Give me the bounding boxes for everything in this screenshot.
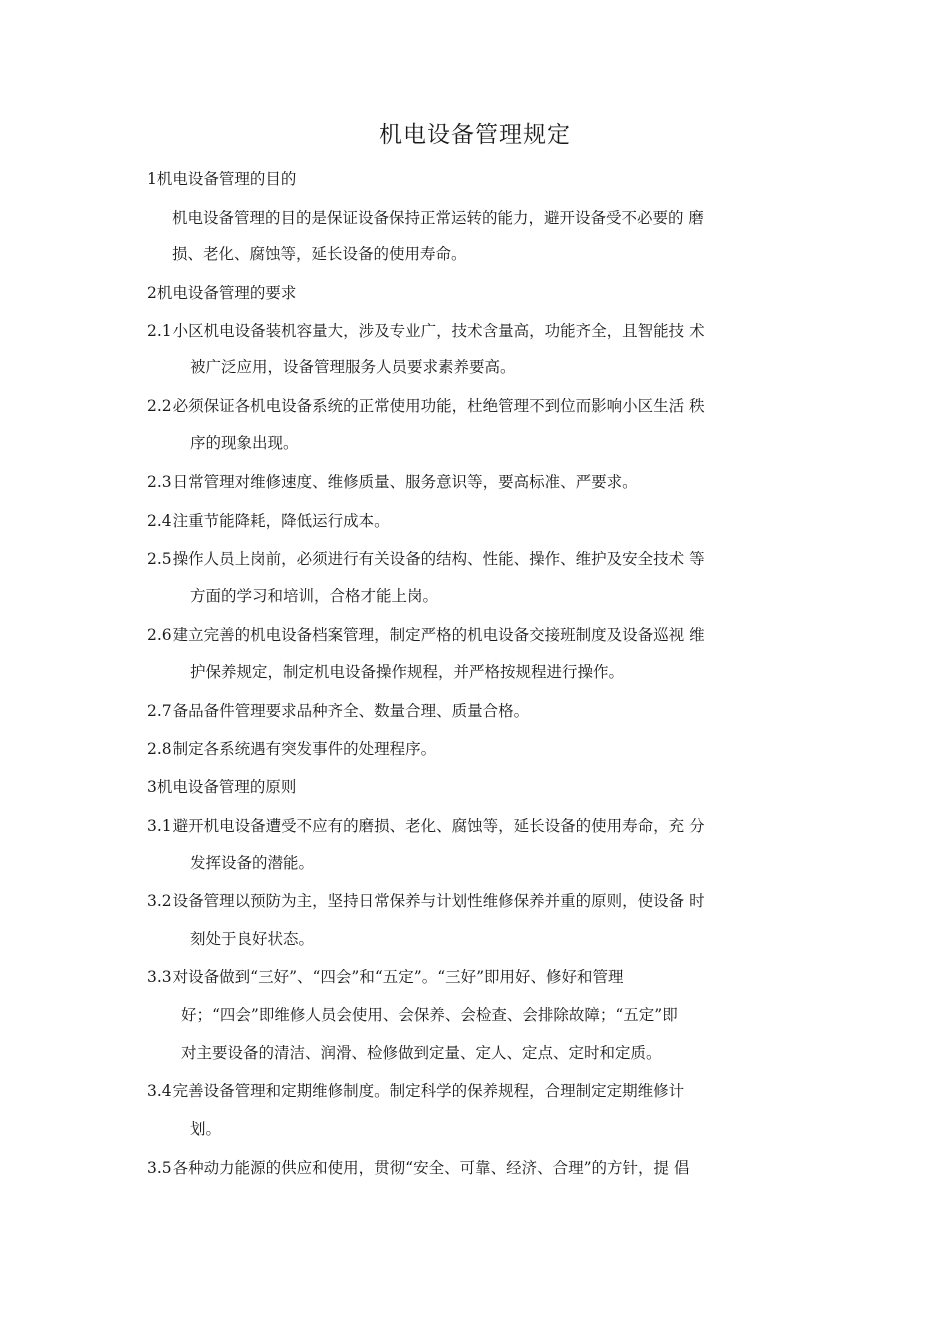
section-1-paragraph-line-1: 机电设备管理的目的是保证设备保持正常运转的能力，避开设备受不必要的 磨 — [172, 209, 704, 227]
item-3-4-continuation: 划。 — [190, 1120, 222, 1138]
item-3-2 — [0, 890, 950, 912]
item-text: 设备管理以预防为主，坚持日常保养与计划性维修保养并重的原则，使设备 时 — [172, 892, 705, 910]
item-3-2-continuation: 刻处于良好状态。 — [190, 930, 315, 948]
item-number: 3.4 — [147, 1082, 172, 1100]
item-text: 对设备做到“三好”、“四会”和“五定”。“三好”即用好、修好和管理 — [172, 968, 624, 986]
item-text: 小区机电设备装机容量大，涉及专业广，技术含量高，功能齐全，且智能技 术 — [172, 322, 705, 340]
item-number: 3.5 — [147, 1159, 172, 1177]
item-2-7 — [0, 700, 950, 722]
item-number: 2.5 — [147, 550, 172, 568]
item-number: 2.3 — [147, 473, 172, 491]
item-2-5-continuation: 方面的学习和培训，合格才能上岗。 — [190, 587, 439, 605]
item-text: 制定各系统遇有突发事件的处理程序。 — [172, 740, 437, 758]
item-number: 3.3 — [147, 968, 172, 986]
section-2-heading: 2机电设备管理的要求 — [147, 284, 297, 302]
item-2-1-continuation: 被广泛应用，设备管理服务人员要求素养要高。 — [190, 358, 516, 376]
item-3-1 — [0, 815, 950, 837]
item-3-4 — [0, 1080, 950, 1102]
item-number: 3.1 — [147, 817, 172, 835]
item-text: 各种动力能源的供应和使用，贯彻“安全、可靠、经济、合理”的方针，提 倡 — [172, 1159, 690, 1177]
page-title: 机电设备管理规定 — [379, 122, 571, 148]
section-1-heading: 1机电设备管理的目的 — [147, 170, 297, 188]
item-text: 操作人员上岗前，必须进行有关设备的结构、性能、操作、维护及安全技术 等 — [172, 550, 705, 568]
item-number: 2.6 — [147, 626, 172, 644]
item-number: 2.7 — [147, 702, 172, 720]
item-2-3 — [0, 471, 950, 493]
item-2-8 — [0, 738, 950, 760]
item-2-2-continuation: 序的现象出现。 — [190, 434, 299, 452]
item-text: 必须保证各机电设备系统的正常使用功能，杜绝管理不到位而影响小区生活 秩 — [172, 397, 705, 415]
item-text: 备品备件管理要求品种齐全、数量合理、质量合格。 — [172, 702, 530, 720]
item-number: 2.1 — [147, 322, 172, 340]
item-3-3-continuation-2: 对主要设备的清洁、润滑、检修做到定量、定人、定点、定时和定质。 — [181, 1044, 662, 1062]
item-2-6-continuation: 护保养规定，制定机电设备操作规程，并严格按规程进行操作。 — [190, 663, 625, 681]
item-number: 3.2 — [147, 892, 172, 910]
item-3-3 — [0, 966, 950, 988]
item-number: 2.2 — [147, 397, 172, 415]
item-2-2 — [0, 395, 950, 417]
item-text: 注重节能降耗，降低运行成本。 — [172, 512, 390, 530]
item-2-5 — [0, 548, 950, 570]
section-1-paragraph-line-2: 损、老化、腐蚀等，延长设备的使用寿命。 — [172, 245, 467, 263]
item-text: 建立完善的机电设备档案管理，制定严格的机电设备交接班制度及设备巡视 维 — [172, 626, 705, 644]
item-2-1 — [0, 320, 950, 342]
item-text: 完善设备管理和定期维修制度。制定科学的保养规程，合理制定定期维修计 — [172, 1082, 685, 1100]
item-text: 避开机电设备遭受不应有的磨损、老化、腐蚀等，延长设备的使用寿命，充 分 — [172, 817, 705, 835]
item-2-4 — [0, 510, 950, 532]
item-number: 2.4 — [147, 512, 172, 530]
section-3-heading: 3机电设备管理的原则 — [147, 778, 297, 796]
item-number: 2.8 — [147, 740, 172, 758]
item-text: 日常管理对维修速度、维修质量、服务意识等，要高标准、严要求。 — [172, 473, 638, 491]
item-3-3-continuation-1: 好；“四会”即维修人员会使用、会保养、会检查、会排除故障；“五定”即 — [181, 1006, 678, 1024]
item-2-6 — [0, 624, 950, 646]
item-3-5 — [0, 1157, 950, 1179]
item-3-1-continuation: 发挥设备的潜能。 — [190, 854, 315, 872]
